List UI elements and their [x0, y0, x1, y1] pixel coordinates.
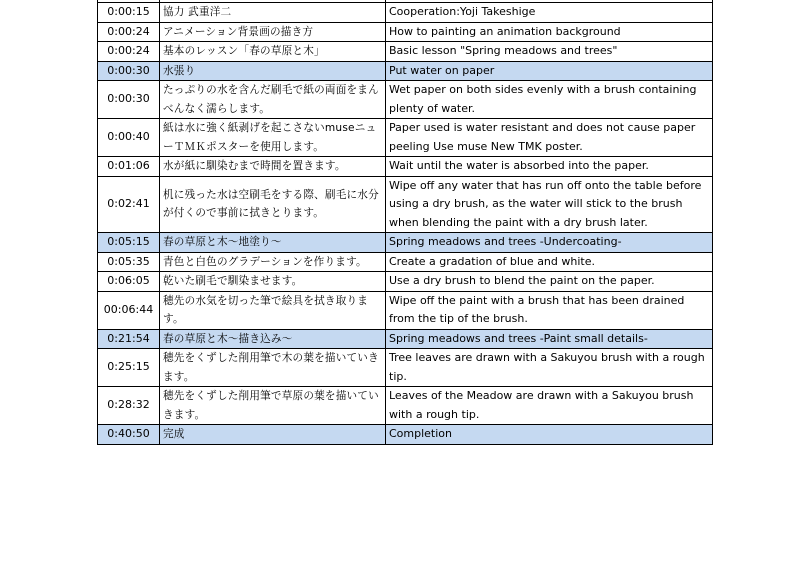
japanese-text-cell: 基本のレッスン「春の草原と木」	[160, 42, 386, 62]
section-header-row	[98, 425, 713, 445]
english-text-cell: Wipe off any water that has run off onto the table before using a dry brush, as the water will stick to the brush when blending the paint with a dry brush later.	[386, 176, 713, 233]
japanese-text-cell: 穂先をくずした削用筆で木の葉を描いていきます。	[160, 349, 386, 387]
table-row	[98, 272, 713, 292]
table-row	[98, 119, 713, 157]
timecode-cell: 0:00:24	[98, 22, 160, 42]
english-text-cell: Create a gradation of blue and white.	[386, 252, 713, 272]
english-text-cell: Wait until the water is absorbed into the paper.	[386, 157, 713, 177]
japanese-text-cell: 協力 武重洋二	[160, 3, 386, 23]
timecode-cell: 0:00:40	[98, 119, 160, 157]
section-header-row	[98, 329, 713, 349]
japanese-text-cell: 穂先をくずした削用筆で草原の葉を描いていきます。	[160, 387, 386, 425]
english-text-cell: Tree leaves are drawn with a Sakuyou brush with a rough tip.	[386, 349, 713, 387]
japanese-text-cell: 水張り	[160, 61, 386, 81]
japanese-text-cell: 乾いた刷毛で馴染ませます。	[160, 272, 386, 292]
english-text-cell: Wipe off the paint with a brush that has been drained from the tip of the brush.	[386, 291, 713, 329]
table-body	[98, 0, 713, 444]
japanese-text-cell: 机に残った水は空刷毛をする際、刷毛に水分が付くので事前に拭きとります。	[160, 176, 386, 233]
english-text-cell: Cooperation:Yoji Takeshige	[386, 3, 713, 23]
english-text-cell: Spring meadows and trees -Undercoating-	[386, 233, 713, 253]
japanese-text-cell: 青色と白色のグラデーションを作ります。	[160, 252, 386, 272]
table-row	[98, 81, 713, 119]
timecode-cell: 0:40:50	[98, 425, 160, 445]
table-row	[98, 42, 713, 62]
timecode-cell: 0:25:15	[98, 349, 160, 387]
japanese-text-cell: 穂先の水気を切った筆で絵具を拭き取ります。	[160, 291, 386, 329]
english-text-cell: Completion	[386, 425, 713, 445]
section-header-row	[98, 233, 713, 253]
table-row	[98, 3, 713, 23]
japanese-text-cell: アニメーション背景画の描き方	[160, 22, 386, 42]
english-text-cell: Paper used is water resistant and does not cause paper peeling Use muse New TMK poster.	[386, 119, 713, 157]
japanese-text-cell: 春の草原と木～描き込み～	[160, 329, 386, 349]
timecode-cell: 00:06:44	[98, 291, 160, 329]
section-header-row	[98, 61, 713, 81]
timecode-cell: 0:21:54	[98, 329, 160, 349]
japanese-text-cell: 水が紙に馴染むまで時間を置きます。	[160, 157, 386, 177]
english-text-cell: Spring meadows and trees -Paint small details-	[386, 329, 713, 349]
japanese-text-cell: たっぷりの水を含んだ刷毛で紙の両面をまんべんなく濡らします。	[160, 81, 386, 119]
timecode-cell: 0:05:15	[98, 233, 160, 253]
english-text-cell: Leaves of the Meadow are drawn with a Sakuyou brush with a rough tip.	[386, 387, 713, 425]
japanese-text-cell: 紙は水に強く紙剥げを起こさないmuseニューＴＭＫポスターを使用します。	[160, 119, 386, 157]
timecode-cell: 0:06:05	[98, 272, 160, 292]
timecode-cell: 0:00:15	[98, 3, 160, 23]
english-text-cell: Wet paper on both sides evenly with a brush containing plenty of water.	[386, 81, 713, 119]
timecode-cell: 0:28:32	[98, 387, 160, 425]
timecode-cell: 0:01:06	[98, 157, 160, 177]
english-text-cell: Use a dry brush to blend the paint on the paper.	[386, 272, 713, 292]
english-text-cell: Put water on paper	[386, 61, 713, 81]
table-row	[98, 176, 713, 233]
timecode-cell: 0:02:41	[98, 176, 160, 233]
japanese-text-cell: 完成	[160, 425, 386, 445]
timecode-cell: 0:00:30	[98, 81, 160, 119]
english-text-cell: How to painting an animation background	[386, 22, 713, 42]
timecode-cell: 0:00:30	[98, 61, 160, 81]
subtitle-timecode-table	[97, 0, 713, 445]
table-row	[98, 349, 713, 387]
table-row	[98, 291, 713, 329]
table-row	[98, 252, 713, 272]
table-row	[98, 387, 713, 425]
table-row	[98, 22, 713, 42]
japanese-text-cell: 春の草原と木～地塗り～	[160, 233, 386, 253]
english-text-cell: Basic lesson "Spring meadows and trees"	[386, 42, 713, 62]
timecode-cell: 0:05:35	[98, 252, 160, 272]
timecode-cell: 0:00:24	[98, 42, 160, 62]
table-row	[98, 157, 713, 177]
